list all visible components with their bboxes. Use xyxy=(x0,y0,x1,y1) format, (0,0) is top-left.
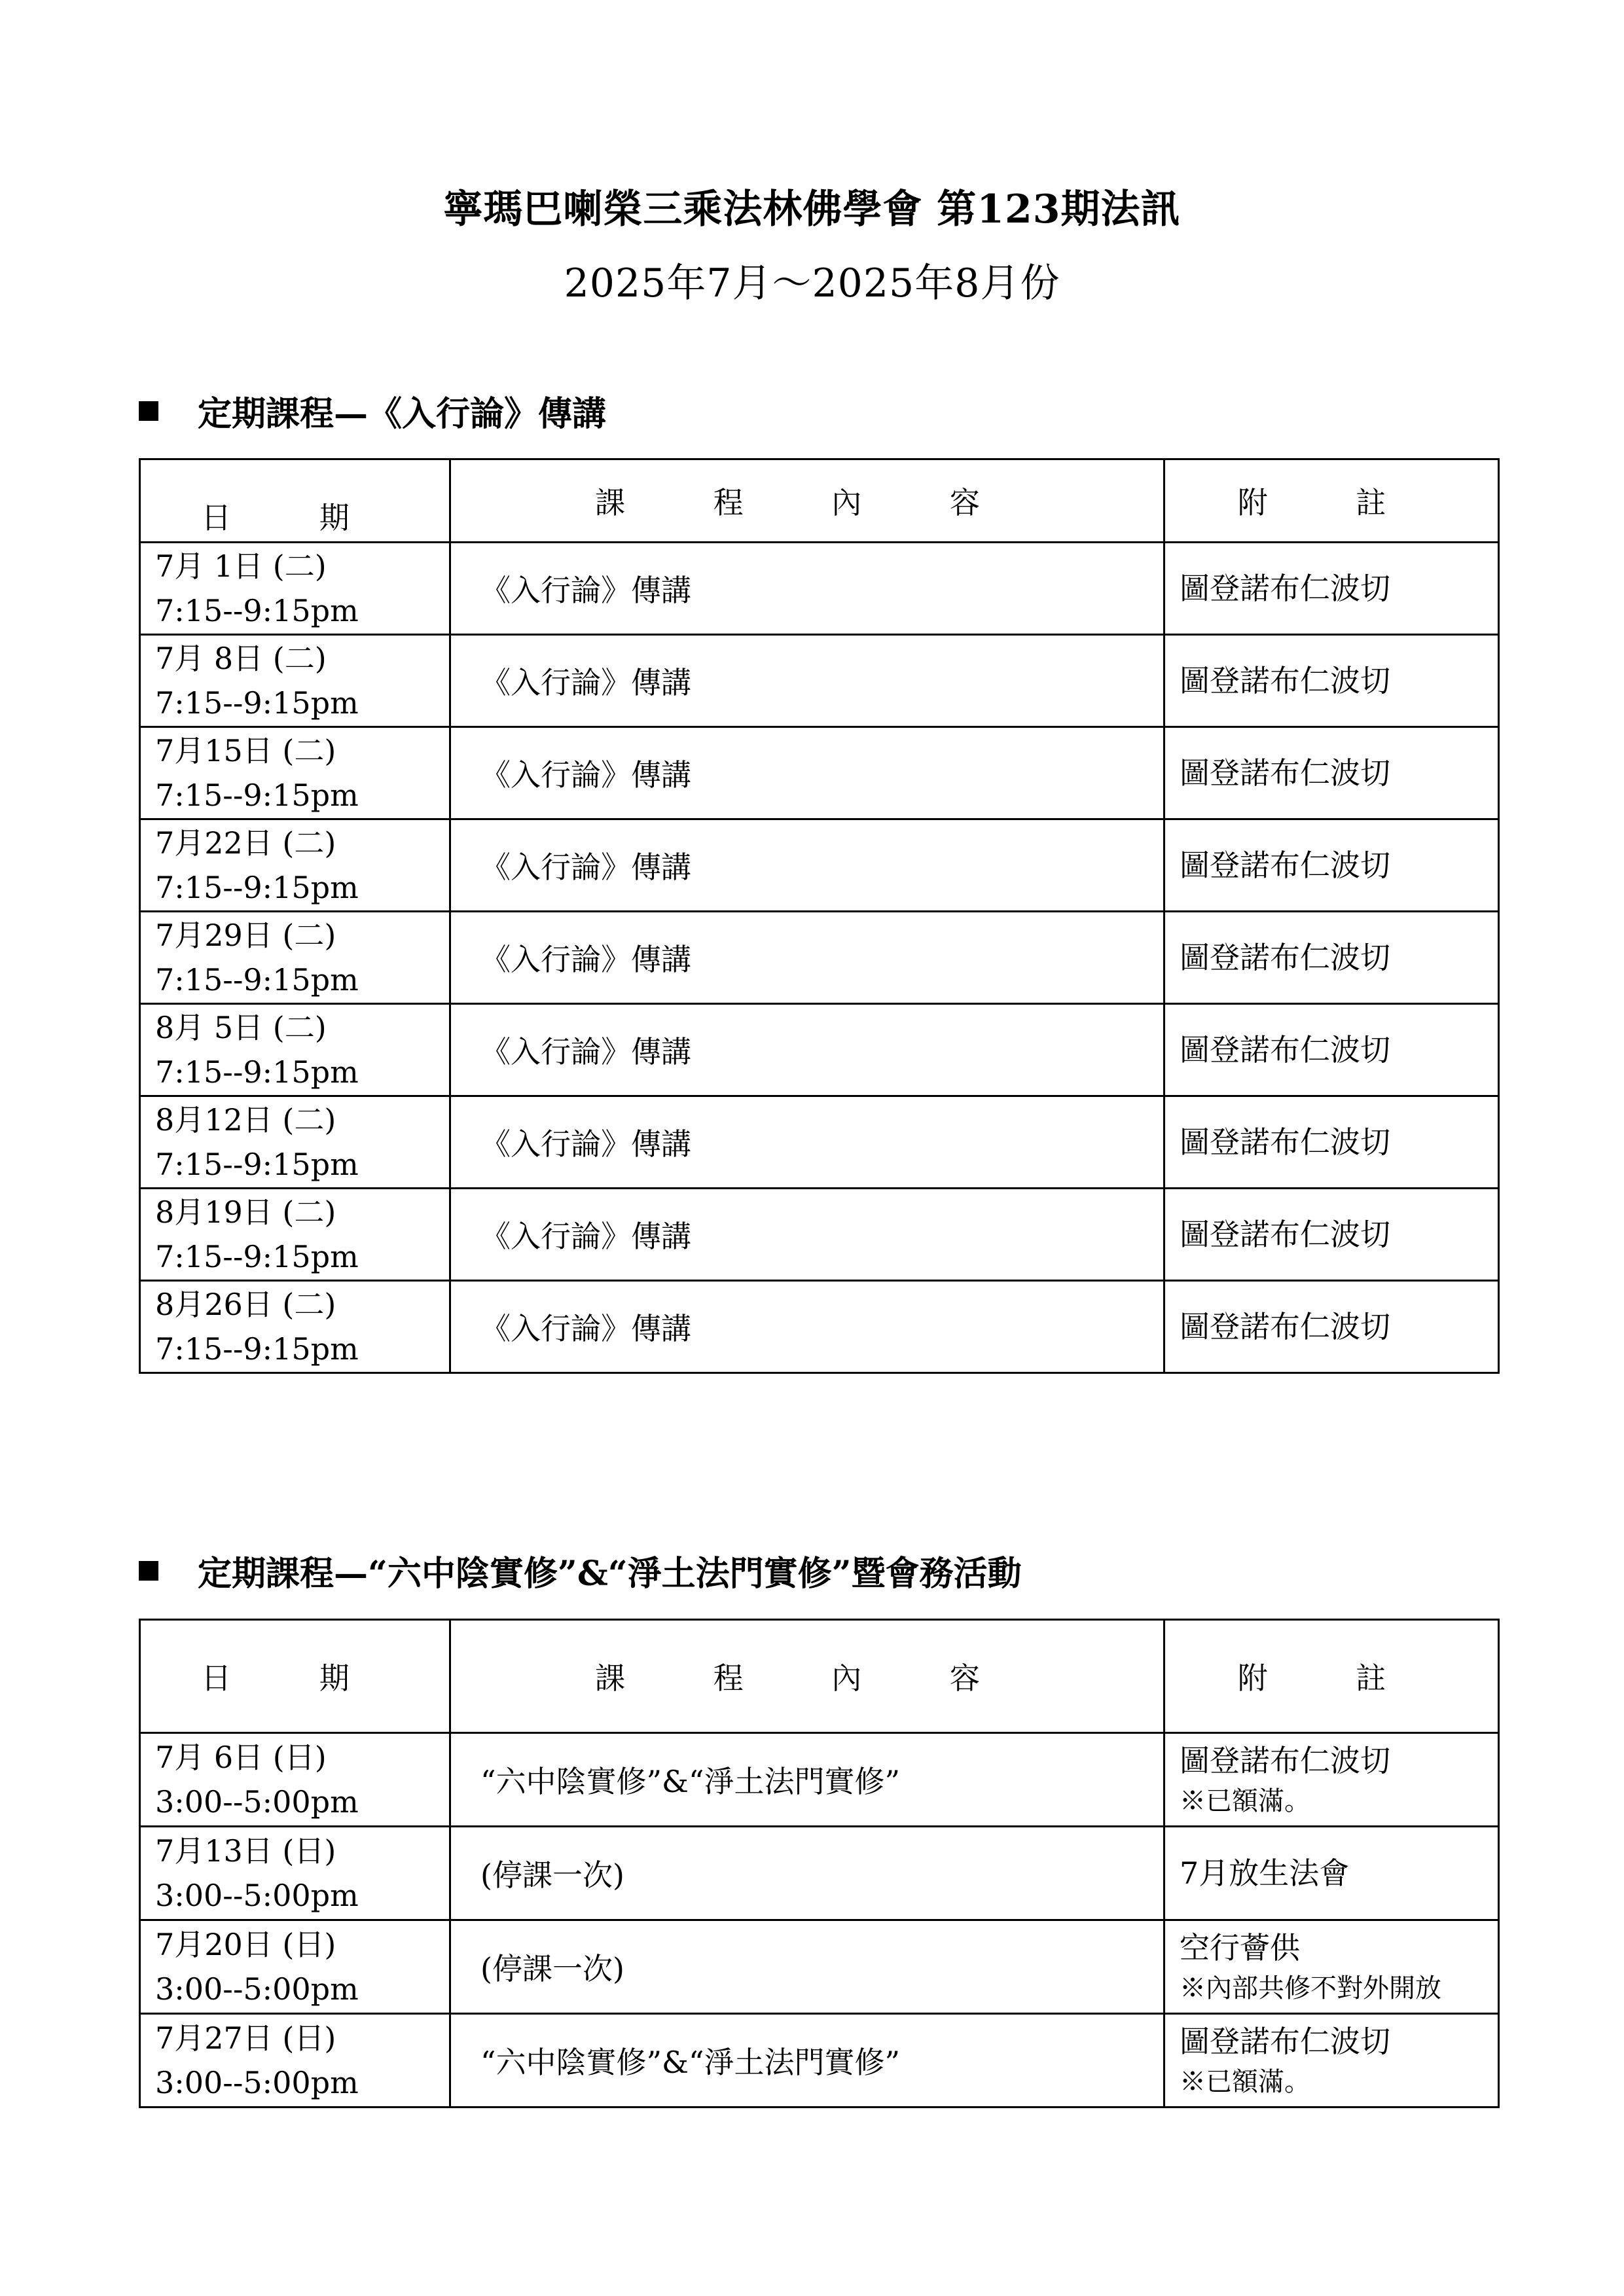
table-row xyxy=(140,727,1499,819)
time-text: 7:15--9:15pm xyxy=(155,870,359,905)
table-row xyxy=(140,819,1499,912)
table-header-row xyxy=(140,459,1499,543)
note-text: 圖登諾布仁波切 xyxy=(1180,2024,1390,2059)
section1-heading-text: 定期課程—《入行論》傳講 xyxy=(198,394,607,434)
table-row xyxy=(140,1189,1499,1281)
time-text: 7:15--9:15pm xyxy=(155,962,359,997)
time-text: 7:15--9:15pm xyxy=(155,1054,359,1090)
time-text: 3:00--5:00pm xyxy=(155,1878,359,1913)
date-cell xyxy=(140,1733,450,1827)
content-cell: (停課一次) xyxy=(450,1920,1164,2014)
content-cell: 《入行論》傳講 xyxy=(450,543,1164,635)
note-cell xyxy=(1164,1189,1499,1281)
note-cell xyxy=(1164,635,1499,727)
table-row xyxy=(140,1281,1499,1373)
note-text: 圖登諾布仁波切 xyxy=(1180,1217,1390,1252)
document-subtitle-period: 2025年7月～2025年8月份 xyxy=(564,260,1060,306)
column-header-date: 日 期 xyxy=(140,459,450,543)
section1-heading xyxy=(139,386,606,435)
content-cell: 《入行論》傳講 xyxy=(450,1189,1164,1281)
note-cell xyxy=(1164,1827,1499,1920)
square-bullet-icon xyxy=(139,1561,158,1581)
document-title: 寧瑪巴喇榮三乘法林佛學會 第123期法訊 xyxy=(443,187,1181,232)
date-text: 8月19日 (二) xyxy=(155,1194,336,1230)
content-cell: 《入行論》傳講 xyxy=(450,1004,1164,1096)
date-text: 8月26日 (二) xyxy=(155,1287,336,1322)
schedule-table-1 xyxy=(139,458,1500,1374)
date-cell xyxy=(140,819,450,912)
content-cell: 《入行論》傳講 xyxy=(450,1096,1164,1189)
table-row xyxy=(140,543,1499,635)
table-row xyxy=(140,635,1499,727)
note-cell xyxy=(1164,1733,1499,1827)
date-cell xyxy=(140,1189,450,1281)
column-header-note: 附 註 xyxy=(1164,1620,1499,1733)
date-text: 7月29日 (二) xyxy=(155,918,336,953)
note-text: 圖登諾布仁波切 xyxy=(1180,848,1390,883)
date-cell xyxy=(140,635,450,727)
note-remark-text: ※內部共修不對外開放 xyxy=(1180,1973,1441,2003)
content-cell: 《入行論》傳講 xyxy=(450,912,1164,1004)
date-cell xyxy=(140,1827,450,1920)
time-text: 3:00--5:00pm xyxy=(155,1784,359,1820)
date-cell xyxy=(140,912,450,1004)
date-text: 7月13日 (日) xyxy=(155,1833,336,1869)
column-header-date: 日 期 xyxy=(140,1620,450,1733)
note-cell xyxy=(1164,543,1499,635)
date-cell xyxy=(140,1004,450,1096)
content-cell: (停課一次) xyxy=(450,1827,1164,1920)
date-text: 7月15日 (二) xyxy=(155,733,336,768)
note-text: 圖登諾布仁波切 xyxy=(1180,755,1390,791)
content-cell: 《入行論》傳講 xyxy=(450,1281,1164,1373)
note-text: 圖登諾布仁波切 xyxy=(1180,663,1390,698)
date-text: 8月12日 (二) xyxy=(155,1102,336,1138)
note-text: 圖登諾布仁波切 xyxy=(1180,1743,1390,1778)
content-cell: “六中陰實修”&“淨土法門實修” xyxy=(450,2014,1164,2108)
square-bullet-icon xyxy=(139,401,158,421)
note-cell xyxy=(1164,727,1499,819)
time-text: 7:15--9:15pm xyxy=(155,1239,359,1274)
note-cell xyxy=(1164,1920,1499,2014)
date-text: 7月 1日 (二) xyxy=(155,548,327,584)
section2-heading xyxy=(139,1546,1022,1595)
date-cell xyxy=(140,2014,450,2108)
table-row xyxy=(140,1827,1499,1920)
column-header-content: 課 程 內 容 xyxy=(450,1620,1164,1733)
table-row xyxy=(140,2014,1499,2108)
date-cell xyxy=(140,543,450,635)
note-cell xyxy=(1164,912,1499,1004)
date-cell xyxy=(140,1281,450,1373)
table-row xyxy=(140,1920,1499,2014)
note-cell xyxy=(1164,819,1499,912)
schedule-table-2 xyxy=(139,1619,1500,2108)
date-text: 7月 8日 (二) xyxy=(155,641,327,676)
date-text: 8月 5日 (二) xyxy=(155,1010,327,1045)
column-header-content: 課 程 內 容 xyxy=(450,459,1164,543)
note-remark-text: ※已額滿。 xyxy=(1180,2067,1310,2097)
note-text: 7月放生法會 xyxy=(1180,1856,1350,1891)
date-cell xyxy=(140,727,450,819)
table-header-row xyxy=(140,1620,1499,1733)
note-text: 圖登諾布仁波切 xyxy=(1180,940,1390,975)
date-text: 7月20日 (日) xyxy=(155,1927,336,1962)
time-text: 3:00--5:00pm xyxy=(155,2065,359,2100)
table-row xyxy=(140,1004,1499,1096)
section2-heading-text: 定期課程—“六中陰實修”&“淨土法門實修”暨會務活動 xyxy=(198,1554,1022,1594)
time-text: 7:15--9:15pm xyxy=(155,685,359,721)
table-row xyxy=(140,912,1499,1004)
date-cell xyxy=(140,1920,450,2014)
table-row xyxy=(140,1733,1499,1827)
time-text: 7:15--9:15pm xyxy=(155,778,359,813)
note-text: 圖登諾布仁波切 xyxy=(1180,1124,1390,1160)
note-cell xyxy=(1164,2014,1499,2108)
note-text: 圖登諾布仁波切 xyxy=(1180,1032,1390,1067)
date-text: 7月22日 (二) xyxy=(155,825,336,861)
content-cell: 《入行論》傳講 xyxy=(450,819,1164,912)
column-header-note: 附 註 xyxy=(1164,459,1499,543)
note-text: 圖登諾布仁波切 xyxy=(1180,1309,1390,1344)
time-text: 7:15--9:15pm xyxy=(155,1147,359,1182)
note-cell xyxy=(1164,1004,1499,1096)
note-text: 圖登諾布仁波切 xyxy=(1180,571,1390,606)
date-text: 7月 6日 (日) xyxy=(155,1740,327,1775)
note-remark-text: ※已額滿。 xyxy=(1180,1786,1310,1816)
content-cell: 《入行論》傳講 xyxy=(450,727,1164,819)
time-text: 7:15--9:15pm xyxy=(155,593,359,628)
time-text: 7:15--9:15pm xyxy=(155,1331,359,1367)
content-cell: 《入行論》傳講 xyxy=(450,635,1164,727)
date-cell xyxy=(140,1096,450,1189)
time-text: 3:00--5:00pm xyxy=(155,1971,359,2007)
note-cell xyxy=(1164,1096,1499,1189)
content-cell: “六中陰實修”&“淨土法門實修” xyxy=(450,1733,1164,1827)
date-text: 7月27日 (日) xyxy=(155,2020,336,2056)
note-cell xyxy=(1164,1281,1499,1373)
table-row xyxy=(140,1096,1499,1189)
note-text: 空行薈供 xyxy=(1180,1930,1300,1965)
